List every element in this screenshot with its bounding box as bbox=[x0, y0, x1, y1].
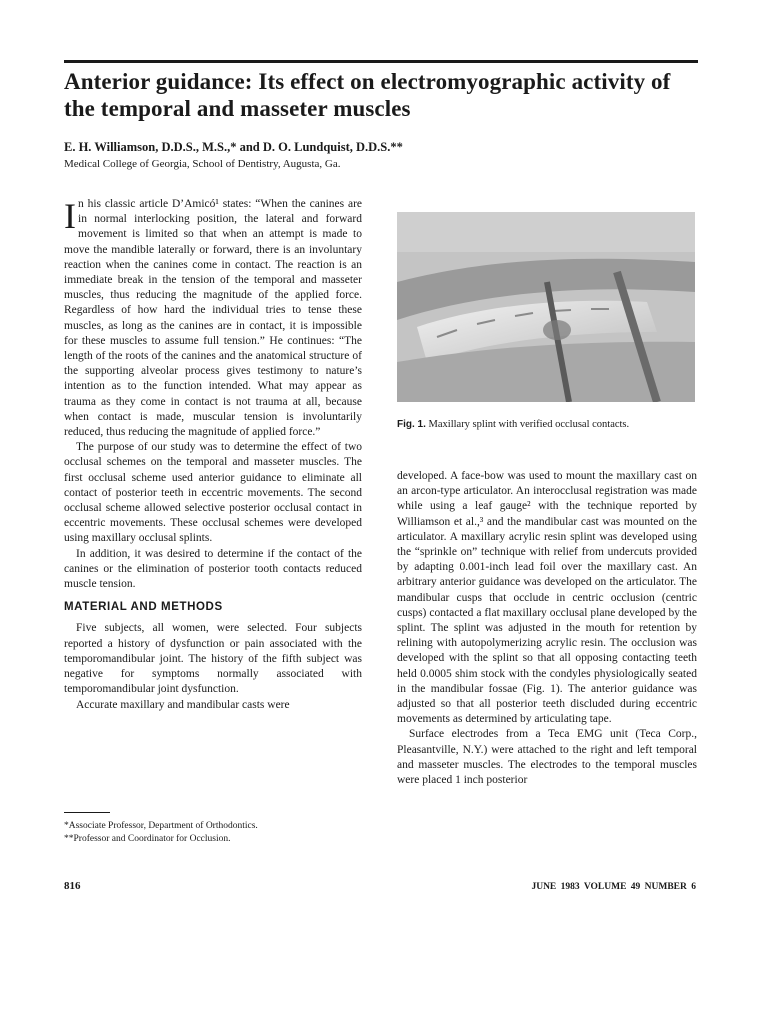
figure-caption bbox=[397, 418, 697, 431]
top-rule bbox=[64, 60, 698, 63]
article-title: Anterior guidance: Its effect on electromyographic activity of the temporal and masseter muscles bbox=[64, 69, 671, 121]
subjects-paragraph: Five subjects, all women, were selected. Four subjects reported a history of dysfunction or pain associated with the temporomandibular joint. The history of the fifth subject was negative for symptoms normally associated with temporomandibular joint dysfunction. bbox=[64, 622, 362, 696]
figure-photo bbox=[397, 212, 695, 402]
addition-paragraph: In addition, it was desired to determine if the contact of the canines or the elimination of posterior tooth contacts reduced muscle tension. bbox=[64, 547, 362, 591]
figure-caption-text: Maxillary splint with verified occlusal contacts. bbox=[428, 419, 630, 430]
journal-info: JUNE 1983 VOLUME 49 NUMBER 6 bbox=[531, 882, 696, 892]
page-number: 816 bbox=[64, 880, 81, 892]
methods-paragraph: developed. A face-bow was used to mount the maxillary cast on an arcon-type articulator. An interocclusal registration was made while using a leaf gauge² with the technique reported by Williamson et al.,³ and the mandibular cast was mounted on the articulator. A maxillary acrylic resin splint was developed using the “sprinkle on” technique with relief from undercuts provided by adapting 0.001-inch lead foil over the maxillary cast. An arbitrary anterior guidance was developed on the articulator. The mandibular cusps that occlude in centric occlusion (centric cusps) contacted a flat maxillary occlusal plane developed by the splint. The splint was adjusted in the mouth for retention by relining with autopolymerizing acrylic resin. The occlusion was developed with the splint so that all opposing contacting teeth held 0.0005 shim stock with the condyles physiologically seated in the mandibular fossae (Fig. 1). The anterior guidance was adjusted so that all posterior teeth discluded during eccentric movements as determined by articulating tape. bbox=[397, 470, 697, 726]
electrodes-paragraph: Surface electrodes from a Teca EMG unit (Teca Corp., Pleasantville, N.Y.) were attached to the right and left temporal and masseter muscles. The electrodes to the temporal muscles were placed 1 inch posterior bbox=[397, 728, 697, 787]
affiliation: Medical College of Georgia, School of Dentistry, Augusta, Ga. bbox=[64, 158, 341, 170]
intro-paragraph bbox=[64, 197, 362, 440]
authors: E. H. Williamson, D.D.S., M.S.,* and D. O. Lundquist, D.D.S.** bbox=[64, 140, 403, 154]
section-heading: MATERIAL AND METHODS bbox=[64, 601, 223, 614]
footnotes bbox=[64, 820, 364, 846]
purpose-paragraph: The purpose of our study was to determine the effect of two occlusal schemes on the temporal and masseter muscles. The first occlusal scheme used anterior guidance to eliminate all contact of posterior teeth in eccentric movements. The second occlusal scheme allowed selective posterior occlusal contact in eccentric movements. These occlusal schemes were developed using maxillary occlusal splints. bbox=[64, 441, 362, 545]
figure-label: Fig. 1. bbox=[397, 419, 426, 430]
footnote: *Associate Professor, Department of Orthodontics. bbox=[64, 821, 258, 831]
intro-text: n his classic article D’Amicó¹ states: “When the canines are in normal interlocking position, the lateral and forward movement is limited so that when an attempt is made to move the mandible laterally or forward, there is an involuntary reaction when the canines come in contact. The reaction is an immediate break in the tension of the temporal and masseter muscles, thus reducing the magnitude of the applied force. Regardless of how hard the individual tries to tense these muscles, as long as the canines are in contact, it is impossible for these muscles to assume full tension.” He continues: “The length of the roots of the canines and the anatomical structure of the supporting alveolar process gives testimony to nature’s intention as to the function intended. What may appear as trauma as they come in contact is not trauma at all, because when contact is made, muscular tension is involuntarily reduced, thus reducing the magnitude of applied force.” bbox=[64, 198, 362, 439]
footnote-rule bbox=[64, 812, 110, 813]
drop-cap: I bbox=[64, 196, 76, 236]
casts-paragraph: Accurate maxillary and mandibular casts were bbox=[76, 698, 290, 711]
left-column bbox=[64, 197, 362, 713]
splint-photo-illustration bbox=[397, 212, 695, 402]
right-column bbox=[397, 469, 697, 788]
footnote: **Professor and Coordinator for Occlusion. bbox=[64, 834, 231, 844]
